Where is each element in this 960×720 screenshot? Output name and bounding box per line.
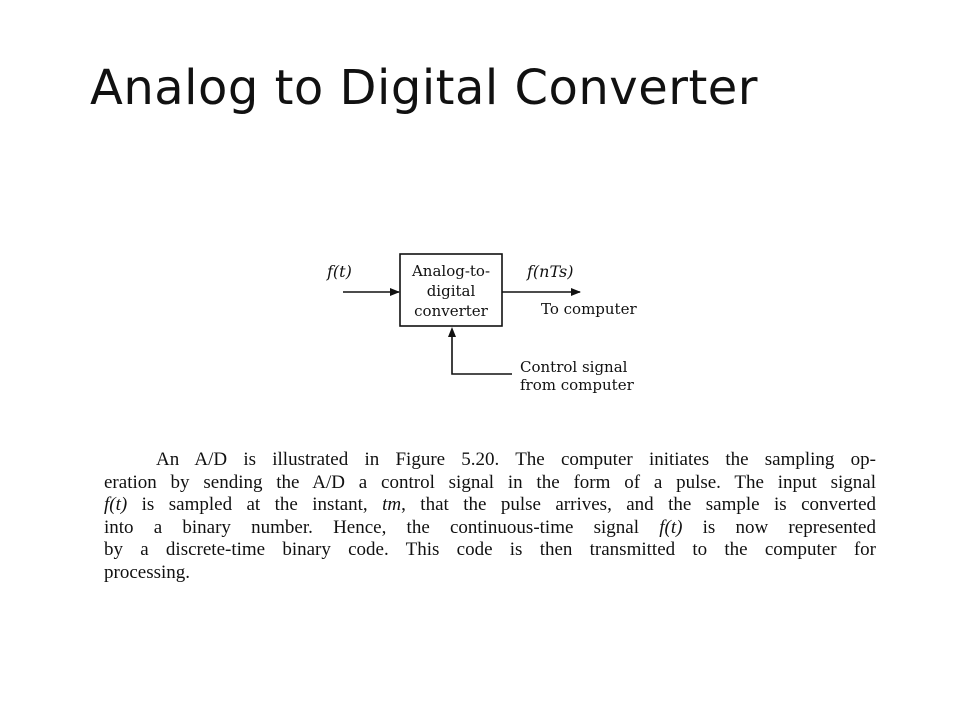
paragraph-line-6: processing. xyxy=(104,561,191,583)
signal-ft-2: f(t) xyxy=(659,516,683,538)
paragraph-line-2: eration by sending the A/D a control signal in the form of a pulse. The input signal xyxy=(104,471,876,493)
control-signal-line xyxy=(452,334,512,374)
paragraph-line-4a: into a binary number. Hence, the continuous-time signal xyxy=(104,516,660,538)
paragraph-line-5: by a discrete-time binary code. This code is then transmitted to the computer for xyxy=(104,539,876,560)
slide-title: Analog to Digital Converter xyxy=(90,60,759,116)
output-label: f(nTs) xyxy=(527,262,574,281)
block-line-3: converter xyxy=(414,302,488,320)
paragraph-line-3b: is sampled at the instant, xyxy=(127,494,383,515)
instant-tm: tm xyxy=(382,494,402,515)
control-label-1: Control signal xyxy=(520,358,628,376)
block-line-2: digital xyxy=(426,282,476,300)
control-arrow-head xyxy=(448,327,456,337)
output-sublabel: To computer xyxy=(541,300,637,318)
paragraph-line-4 xyxy=(104,517,876,540)
signal-ft: f(t) xyxy=(104,494,128,515)
paragraph-line-1: An A/D is illustrated in Figure 5.20. The computer initiates the sampling op- xyxy=(156,449,876,470)
description-paragraph xyxy=(104,449,876,584)
input-label: f(t) xyxy=(327,262,352,281)
block-line-1: Analog-to- xyxy=(411,262,491,280)
paragraph-line-3 xyxy=(104,494,876,517)
paragraph-line-3d: , that the pulse arrives, and the sample is converted xyxy=(401,494,876,515)
control-label-2: from computer xyxy=(520,376,634,394)
paragraph-line-4c: is now represented xyxy=(682,516,876,538)
